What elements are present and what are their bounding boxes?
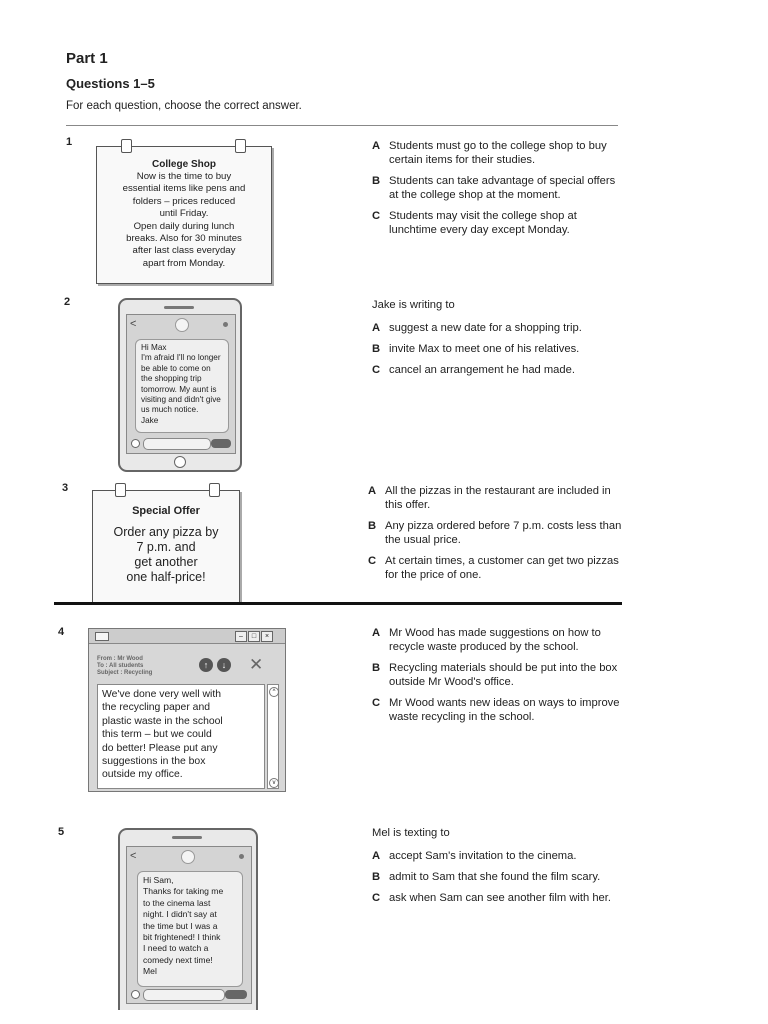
camera-icon [131,990,140,999]
top-divider [66,125,618,126]
email-from: From : Mr Wood [97,656,143,662]
phone-screen [126,314,236,454]
maximize-icon: □ [248,631,260,642]
question-stem: Mel is texting to [372,827,450,839]
option-c[interactable] [368,554,623,582]
message-text [138,872,242,981]
email-to: To : All students [97,663,144,669]
message-line: the time but I was a [143,920,218,931]
option-text: cancel an arrangement he had made. [389,364,575,376]
q5-options [372,826,627,912]
option-letter: B [372,871,381,883]
message-line: Thanks for taking me [143,886,224,897]
message-line: visiting and didn't give [141,395,221,405]
option-letter: B [372,662,381,674]
q3-options [368,484,623,589]
option-text: Mr Wood has made suggestions on how to recycle waste produced by the school. [389,627,601,653]
notice-line: folders – prices reduced [132,195,236,207]
option-text: At certain times, a customer can get two pizzas for the price of one. [385,555,619,581]
option-text: Mr Wood wants new ideas on ways to improve waste recycling in the school. [389,697,620,723]
pin-icon [209,483,220,497]
notice-line: Open daily during lunch [133,220,235,232]
notice-line: Order any pizza by [113,525,219,539]
option-text: Students may visit the college shop at lunchtime every day except Monday. [389,210,577,236]
option-text: Any pizza ordered before 7 p.m. costs less than the usual price. [385,520,622,546]
email-body [97,684,265,789]
option-letter: A [372,850,381,862]
email-line: suggestions in the box [102,756,206,768]
notice-line: breaks. Also for 30 minutes [126,233,242,245]
camera-icon [131,439,140,448]
question-number-3: 3 [62,482,69,494]
question-number-1: 1 [66,136,73,148]
message-line: I need to watch a [143,943,209,954]
option-a[interactable] [372,139,627,167]
email-line: We've done very well with [102,689,222,700]
option-letter: C [372,892,381,904]
option-letter: A [368,485,377,497]
notice-line: until Friday. [159,208,209,220]
option-letter: B [372,343,381,355]
email-line: the recycling paper and [102,702,211,714]
message-line: Hi Max [141,343,167,352]
email-line: outside my office. [102,769,183,781]
question-number-4: 4 [58,626,65,638]
pin-icon [115,483,126,497]
message-line: tomorrow. My aunt is [141,384,217,394]
message-line: Mel [143,966,157,977]
option-text: invite Max to meet one of his relatives. [389,343,580,355]
option-letter: C [372,364,381,376]
option-text: Students must go to the college shop to buy certain items for their studies. [389,140,607,166]
notice-line: get another [134,555,198,569]
phone-screen [126,846,252,1004]
option-letter: A [372,322,381,334]
option-text: All the pizzas in the restaurant are included in this offer. [385,485,611,511]
option-b[interactable] [372,661,627,689]
option-a[interactable] [372,849,627,863]
special-offer-notice [92,490,240,603]
notice-title: College Shop [152,159,216,170]
message-line: I'm afraid I'll no longer [141,353,221,363]
option-text: suggest a new date for a shopping trip. [389,322,582,334]
questions-heading: Questions 1–5 [66,76,155,91]
option-b[interactable] [368,519,623,547]
message-text [136,340,228,429]
notice-body [93,525,239,585]
pin-icon [235,139,246,153]
option-text: admit to Sam that she found the film scary. [389,871,601,883]
email-header [97,656,152,677]
message-input-bar [143,989,225,1001]
message-bubble [137,871,243,987]
message-line: night. I didn't say at [143,909,217,920]
option-a[interactable] [368,484,623,512]
message-input-bar [143,438,211,450]
email-scrollbar [267,684,279,789]
option-b[interactable] [372,342,627,356]
option-text: Recycling materials should be put into the box outside Mr Wood's office. [389,662,618,688]
notice-line: essential items like pens and [122,183,246,195]
arrow-up-icon: ↑ [199,658,213,672]
message-line: bit frightened! I think [143,932,221,943]
send-button [225,990,247,999]
notice-body [97,171,271,270]
instruction-text: For each question, choose the correct answer. [66,100,302,112]
message-line: be able to come on [141,363,211,373]
option-c[interactable] [372,209,627,237]
option-letter: B [368,520,377,532]
message-line: us much notice. [141,405,199,415]
email-line: plastic waste in the school [102,715,223,727]
camera-icon [239,854,244,859]
message-line: the shopping trip [141,374,202,384]
option-b[interactable] [372,870,627,884]
college-shop-notice [96,146,272,284]
contact-avatar-icon [181,850,195,864]
part-title: Part 1 [66,50,108,67]
section-divider [54,602,622,605]
message-line: Jake [141,415,159,425]
notice-line: Now is the time to buy [136,171,232,182]
phone-illustration [118,828,258,1010]
question-stem: Jake is writing to [372,299,455,311]
q1-options [372,139,627,244]
question-number-2: 2 [64,296,71,308]
notice-line: after last class everyday [132,245,236,257]
minimize-icon: – [235,631,247,642]
email-line: this term – but we could [102,729,212,741]
scroll-down-icon: v [269,778,279,788]
q4-options [372,626,627,731]
arrow-down-icon: ↓ [217,658,231,672]
email-titlebar [89,629,285,644]
option-c[interactable] [372,891,627,905]
camera-icon [223,322,228,327]
close-icon: × [261,631,273,642]
email-subject: Subject : Recycling [97,670,153,676]
q2-options [372,298,627,384]
option-a[interactable] [372,321,627,335]
option-text: Students can take advantage of special offers at the college shop at the moment. [389,175,616,201]
email-line: do better! Please put any [102,742,218,754]
option-c[interactable] [372,696,627,724]
pin-icon [121,139,132,153]
email-window [88,628,286,792]
message-line: to the cinema last [143,897,211,908]
message-bubble [135,339,229,433]
delete-icon: ✕ [249,655,264,674]
option-b[interactable] [372,174,627,202]
option-letter: C [368,555,377,567]
option-letter: C [372,697,381,709]
envelope-icon [95,632,109,641]
speaker-icon [172,836,202,839]
option-letter: A [372,627,381,639]
option-letter: C [372,210,381,222]
notice-line: apart from Monday. [142,257,226,269]
back-arrow-icon: < [130,318,137,330]
option-text: ask when Sam can see another film with her. [389,892,611,904]
notice-line: 7 p.m. and [136,540,196,554]
option-letter: A [372,140,381,152]
phone-illustration [118,298,242,472]
option-letter: B [372,175,381,187]
scroll-up-icon: ^ [269,687,279,697]
home-button-icon [174,456,186,468]
notice-line: one half-price! [126,570,206,584]
option-c[interactable] [372,363,627,377]
option-text: accept Sam's invitation to the cinema. [389,850,577,862]
send-button [211,439,231,448]
message-line: Hi Sam, [143,875,174,885]
back-arrow-icon: < [130,850,137,862]
message-line: comedy next time! [143,954,213,965]
question-number-5: 5 [58,826,65,838]
speaker-icon [164,306,194,309]
contact-avatar-icon [175,318,189,332]
notice-title: Special Offer [132,505,200,517]
option-a[interactable] [372,626,627,654]
